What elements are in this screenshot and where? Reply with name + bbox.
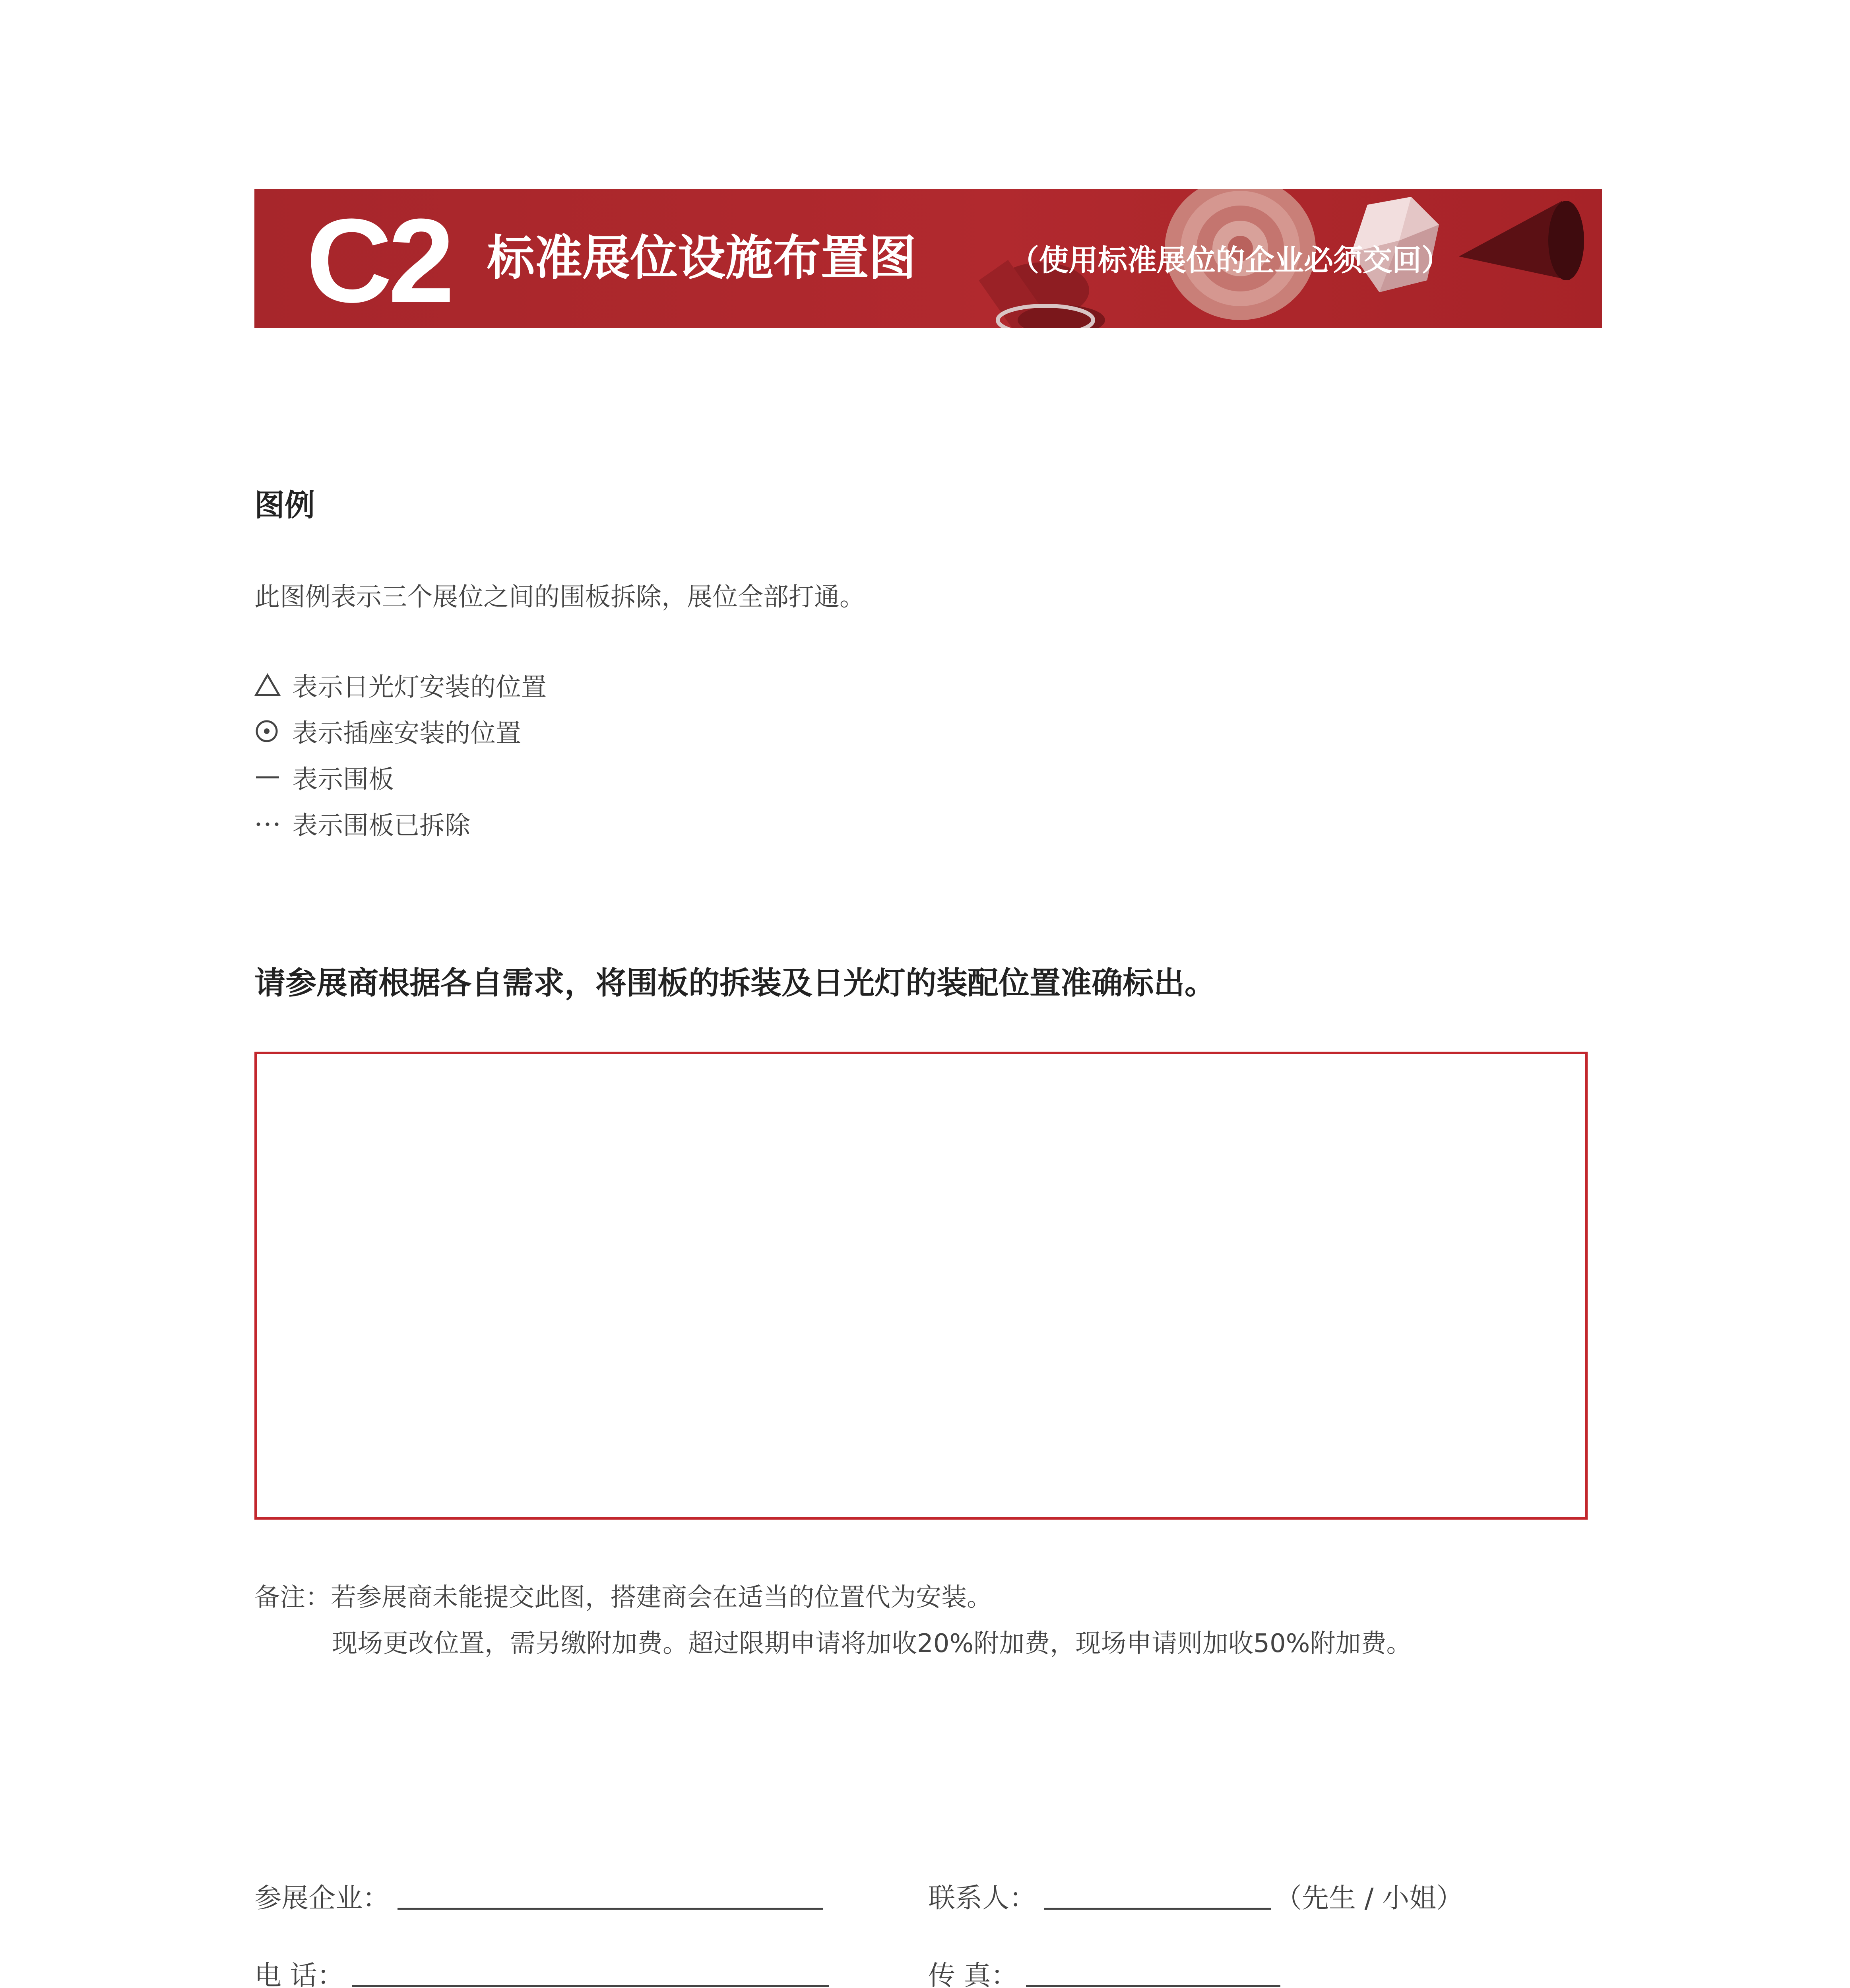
phone-label: 电 话： <box>254 1960 344 1988</box>
legend-item-label: 表示围板已拆除 <box>292 811 470 841</box>
contact-field[interactable] <box>928 1877 1463 1915</box>
fax-label: 传 真： <box>928 1960 1018 1988</box>
cone-shape <box>1459 201 1584 280</box>
legend-item <box>254 662 547 708</box>
note-line-2: 现场更改位置，需另缴附加费。超过限期申请将加收20%附加费，现场申请则加收50%附加费。 <box>332 1629 1412 1658</box>
legend-list <box>254 662 547 846</box>
page-title: 标准展位设施布置图 <box>487 231 916 286</box>
company-field[interactable] <box>254 1877 823 1915</box>
dotted-line-icon <box>254 819 292 827</box>
company-input-line[interactable] <box>398 1908 823 1910</box>
legend-item-label: 表示日光灯安装的位置 <box>292 673 547 702</box>
note-block <box>254 1574 1412 1667</box>
triangle-icon <box>254 673 292 697</box>
instruction-text: 请参展商根据各自需求，将围板的拆装及日光灯的装配位置准确标出。 <box>254 965 1216 1001</box>
legend-item-label: 表示围板 <box>292 765 394 794</box>
header-banner <box>254 189 1602 328</box>
legend-item <box>254 754 547 800</box>
contact-input-line[interactable] <box>1044 1908 1271 1910</box>
phone-input-line[interactable] <box>352 1985 829 1987</box>
page-subtitle: （使用标准展位的企业必须交回） <box>1010 243 1451 278</box>
company-label: 参展企业： <box>254 1883 390 1914</box>
contact-suffix: （先生 / 小姐） <box>1275 1883 1464 1914</box>
legend-heading: 图例 <box>254 487 315 523</box>
fax-field[interactable] <box>928 1954 1280 1988</box>
legend-item <box>254 708 547 754</box>
fax-input-line[interactable] <box>1026 1985 1280 1987</box>
socket-icon <box>254 719 292 744</box>
legend-item-label: 表示插座安装的位置 <box>292 719 521 748</box>
note-line-1: 备注：若参展商未能提交此图，搭建商会在适当的位置代为安装。 <box>254 1583 992 1612</box>
legend-description: 此图例表示三个展位之间的围板拆除，展位全部打通。 <box>254 582 865 612</box>
phone-field[interactable] <box>254 1954 829 1988</box>
solid-line-icon <box>254 773 292 781</box>
legend-item <box>254 800 547 846</box>
contact-label: 联系人： <box>928 1883 1037 1914</box>
section-code: C2 <box>306 194 451 327</box>
booth-drawing-area[interactable] <box>254 1052 1588 1520</box>
